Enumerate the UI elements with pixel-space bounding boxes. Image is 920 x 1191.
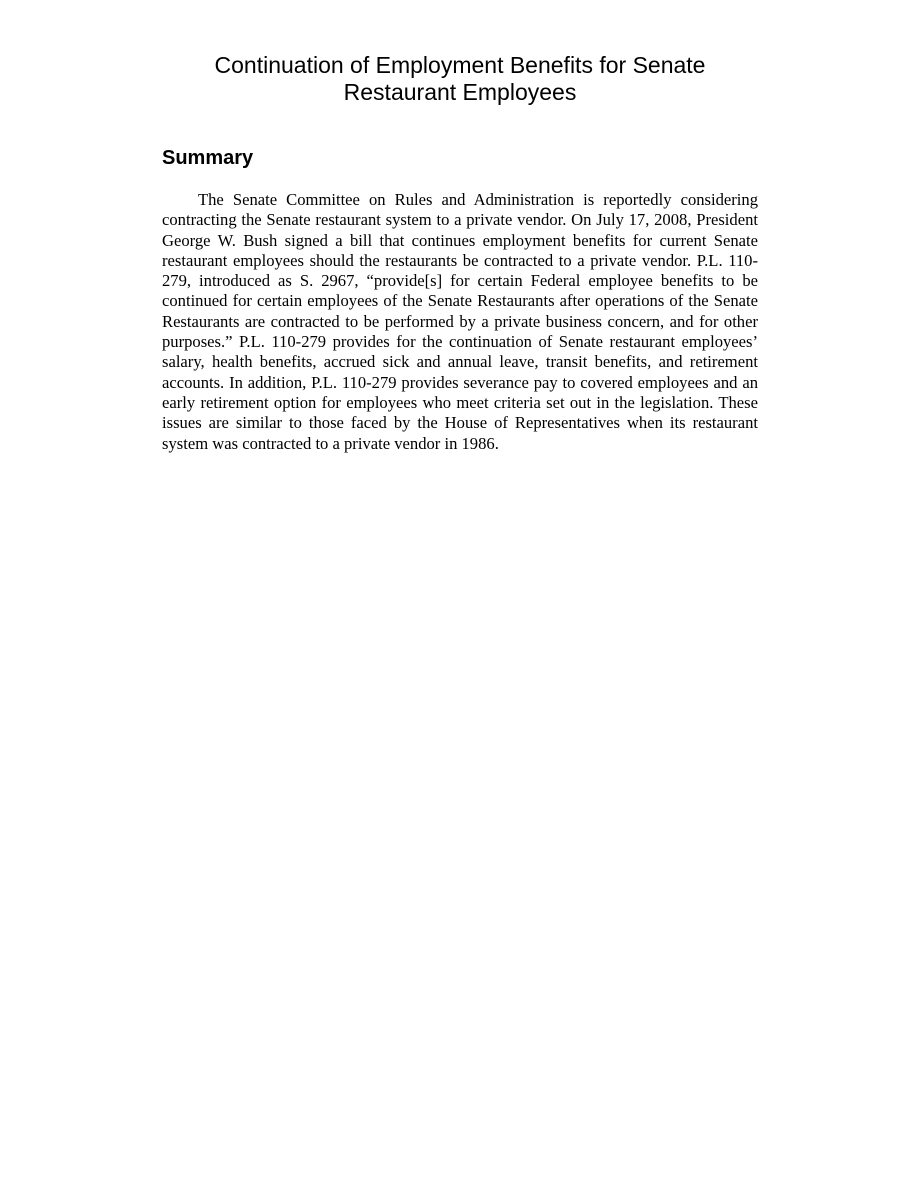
title-line-1: Continuation of Employment Benefits for Senate bbox=[214, 52, 706, 78]
document-title bbox=[162, 52, 758, 106]
summary-heading: Summary bbox=[162, 147, 254, 169]
title-line-2: Restaurant Employees bbox=[343, 79, 577, 105]
summary-paragraph: The Senate Committee on Rules and Administration is reportedly considering contracting the Senate restaurant system to a private vendor. On July 17, 2008, President George W. Bush signed a bill that continues employment benefits for current Senate restaurant employees should the restaurants be contracted to a private vendor. P.L. 110-279, introduced as S. 2967, “provide[s] for certain Federal employee benefits to be continued for certain employees of the Senate Restaurants after operations of the Senate Restaurants are contracted to be performed by a private business concern, and for other purposes.” P.L. 110-279 provides for the continuation of Senate restaurant employees’ salary, health benefits, accrued sick and annual leave, transit benefits, and retirement accounts. In addition, P.L. 110-279 provides severance pay to covered employees and an early retirement option for employees who meet criteria set out in the legislation. These issues are similar to those faced by the House of Representatives when its restaurant system was contracted to a private vendor in 1986. bbox=[162, 190, 758, 453]
document-page bbox=[162, 52, 758, 454]
